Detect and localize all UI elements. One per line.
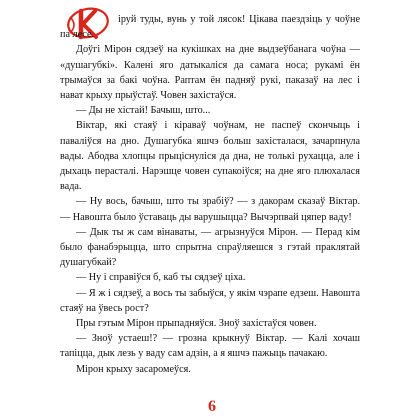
paragraph: Пры гэтым Мірон прыпадняўся. Зноў захістаўся човен. — [76, 318, 317, 330]
paragraph: — Дык ты ж сам вінаваты, — агрызнуўся Мірон. — Перад кім было фанабэрыцца, што спрытна спраўляешся з гэтай праклятай душагубкай? — [60, 226, 360, 269]
body-text — [60, 12, 360, 377]
paragraph: — Зноў устаеш!? — грозна крыкнуў Віктар. — Калі хочаш тапіцца, дык лезь у ваду сам адзін, а я яшчэ пажыць пачакаю. — [60, 333, 360, 360]
paragraph: Віктар, які стаяў і кіраваў чоўнам, не паспеў скончыць і паваліўся на дно. Душагубка яшчэ больш захісталася, зачарпнула вады. Абодва хлопцы прыціснуліся да дна, не толькі рухацца, але і дыхаць перасталі. Нарэшце човен супакоіўся; на дне яго плюхалася вада. — [60, 120, 360, 193]
paragraph: — Я ж і сядзеў, а вось ты забыўся, у якім чэрапе едзеш. Навошта стаяў на ўвесь рост? — [60, 287, 360, 314]
paragraph: іруй туды, вунь у той лясок! Цікава паездзіць у чоўне па лесе. — [60, 14, 360, 41]
page-number — [202, 396, 222, 416]
paragraph: Мірон крыху засаромеўся. — [76, 363, 191, 375]
paragraph: — Ды не хістай! Бачыш, што... — [76, 105, 211, 117]
paragraph: Доўгі Мірон сядзеў на кукішках на дне выдзеўбанага чоўна — «душагубкі». Калені яго датыкаліся да самага носа; рукамі ён трымаўся за бакі чоўна. Раптам ён падняў рукі, паказаў на лес і нават крыху прыўстаў. Човен захістаўся. — [60, 44, 360, 102]
paragraph: — Ну і справіўся б, каб ты сядзеў ціха. — [76, 272, 246, 284]
page-number-text: 6 — [208, 398, 216, 415]
paragraph: — Ну вось, бачыш, што ты зрабіў? — з дакорам сказаў Віктар. — Навошта было ўставаць ды варушыцца? Вычэрпвай цяпер ваду! — [60, 196, 360, 223]
